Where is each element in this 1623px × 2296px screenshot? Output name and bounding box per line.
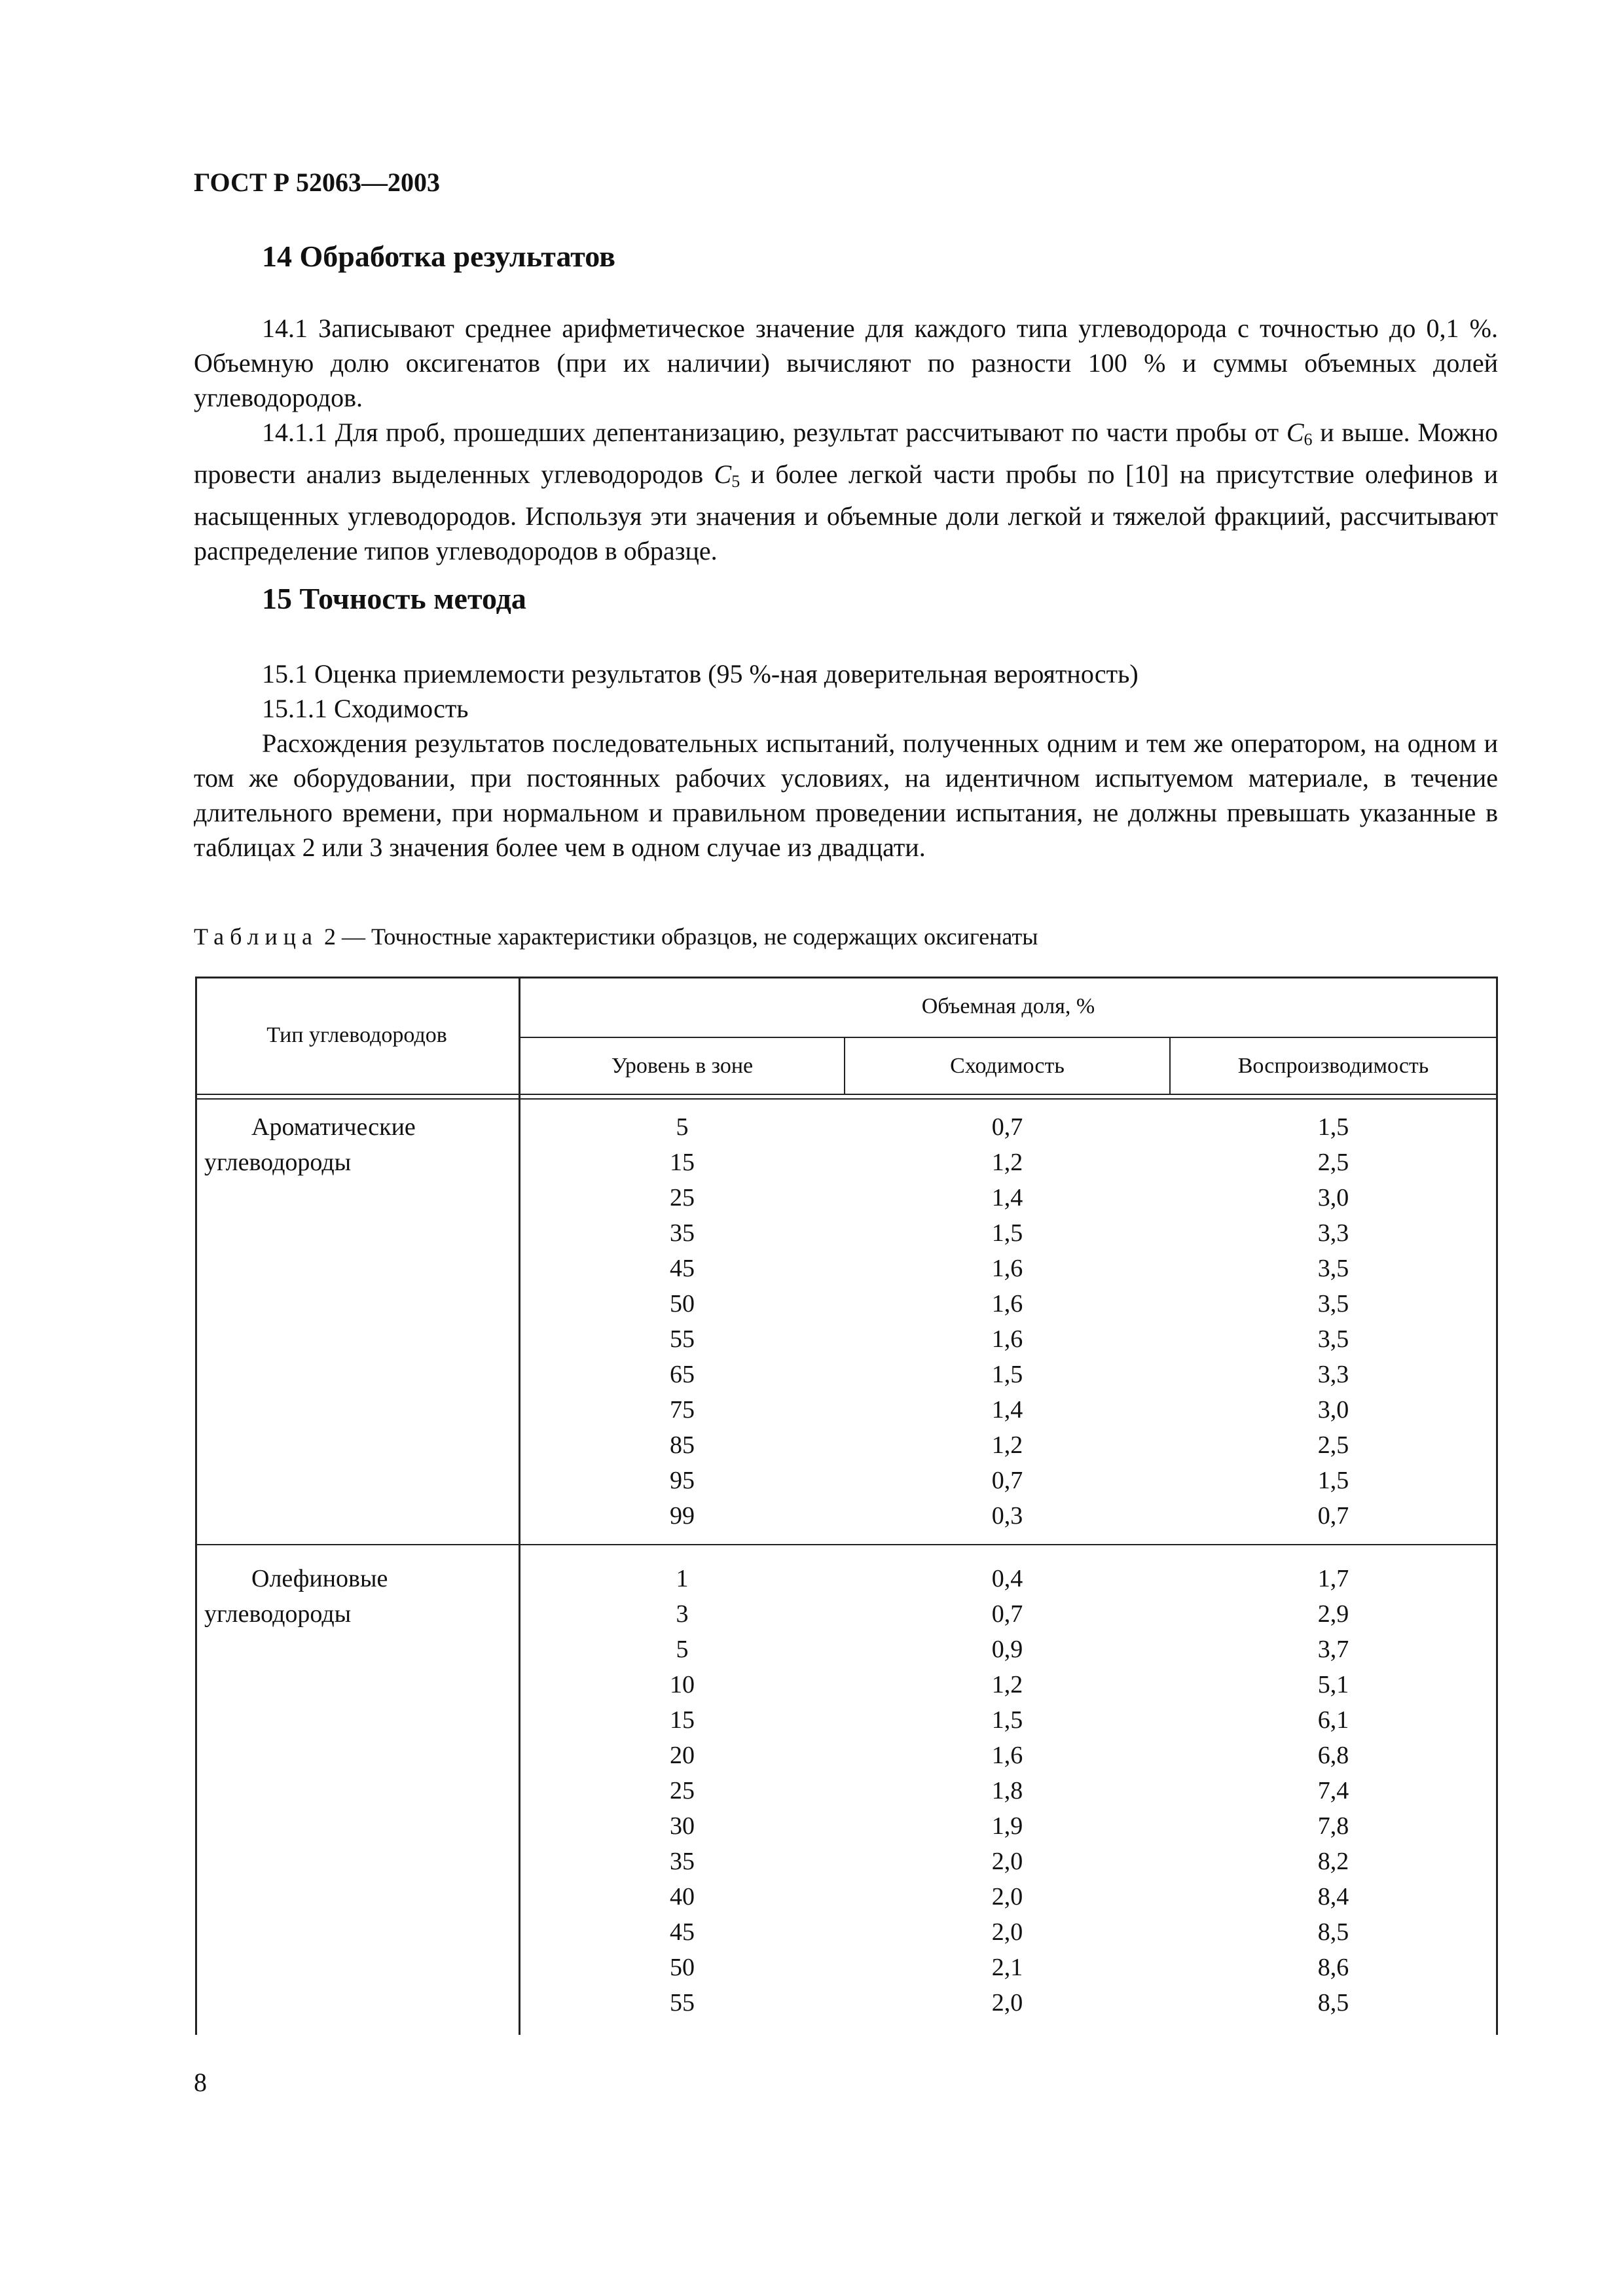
precision-table: [195, 977, 1498, 2035]
document-header: ГОСТ Р 52063—2003: [194, 168, 441, 197]
group-label-aromatic: Ароматические углеводороды: [204, 1113, 416, 1176]
header-hydrocarbon-type: Тип углеводородов: [266, 1023, 447, 1047]
olefin-repeatability-column: 0,4 0,7 0,9 1,2 1,5 1,6 1,8 1,9 2,0 2,0 2,0 2,1 2,0: [991, 1565, 1023, 2017]
header-volume-fraction: Объемная доля, %: [921, 994, 1095, 1018]
aromatic-levels-column: 5 15 25 35 45 50 55 65 75 85 95 99: [670, 1113, 695, 1530]
aromatic-repeatability-column: 0,7 1,2 1,4 1,5 1,6 1,6 1,6 1,5 1,4 1,2 0,7 0,3: [991, 1113, 1023, 1530]
paragraph-15-1: 15.1 Оценка приемлемости результатов (95 %-ная доверительная вероятность): [262, 659, 1139, 689]
olefin-reproducibility-column: 1,7 2,9 3,7 5,1 6,1 6,8 7,4 7,8 8,2 8,4 8,5 8,6 8,5: [1317, 1565, 1349, 2017]
paragraph-repeatability: Расхождения результатов последовательных испытаний, полученных одним и тем же оператором, на одном и том же оборудовании, при постоянных рабочих условиях, на идентичном испытуемом материале, в течение длительного времени, при нормальном и правильном проведении испытания, не должны превышать указанные в таблицах 2 или 3 значения более чем в одном случае из двадцати.: [194, 728, 1498, 862]
header-repeatability: Сходимость: [950, 1054, 1065, 1078]
paragraph-14-1: 14.1 Записывают среднее арифметическое значение для каждого типа углеводорода с точностью до 0,1 %. Объемную долю оксигенатов (при их наличии) вычисляют по разности 100 % и суммы объемных долей углеводородов.: [194, 314, 1498, 412]
paragraph-15-1-1: 15.1.1 Сходимость: [262, 694, 469, 723]
group-label-olefin: Олефиновые углеводороды: [204, 1565, 388, 1628]
aromatic-reproducibility-column: 1,5 2,5 3,0 3,3 3,5 3,5 3,5 3,3 3,0 2,5 1,5 0,7: [1317, 1113, 1349, 1530]
section-14-title: 14 Обработка результатов: [262, 240, 615, 273]
olefin-levels-column: 1 3 5 10 15 20 25 30 35 40 45 50 55: [670, 1565, 695, 2017]
section-15-title: 15 Точность метода: [262, 582, 526, 615]
header-reproducibility: Воспроизводимость: [1237, 1054, 1429, 1078]
paragraph-14-1-1: 14.1.1 Для проб, прошедших депентанизацию, результат рассчитывают по части пробы от $C_6$ и выше. Можно провести анализ выделенных углеводородов $C_5$ и более легкой части пробы по [10] на присутствие олефинов и насыщенных углеводородов. Используя эти значения и объемные доли легкой и тяжелой фракциий, рассчитывают распределение типов углеводородов в образце.: [194, 418, 1499, 565]
header-level: Уровень в зоне: [611, 1054, 754, 1078]
page-number: 8: [194, 2068, 207, 2097]
table-caption: Таблица 2 — Точностные характеристики образцов, не содержащих оксигенаты: [194, 924, 1038, 950]
